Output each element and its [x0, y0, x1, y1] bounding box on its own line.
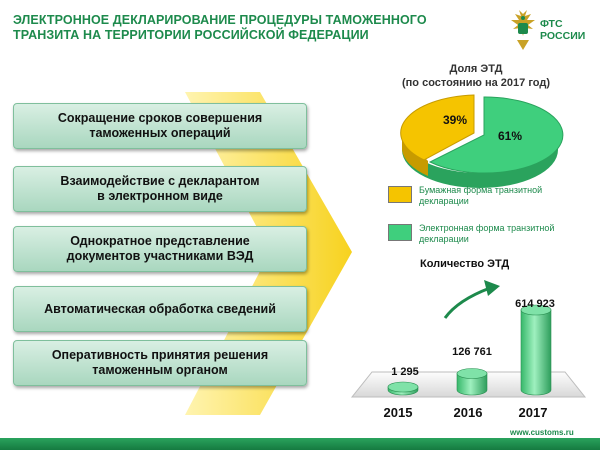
logo-line1: ФТС	[540, 18, 563, 30]
bar-value-2015: 1 295	[391, 366, 419, 378]
bar-value-2016: 126 761	[452, 346, 492, 358]
pie-label-electronic: 61%	[498, 129, 523, 143]
benefit-2-line1: Взаимодействие с декларантом	[60, 174, 260, 188]
year-label-2015: 2015	[383, 405, 413, 420]
year-label-2017: 2017	[518, 405, 548, 420]
benefit-3-line2: документов участниками ВЭД	[66, 249, 254, 263]
benefit-5-line2: таможенным органом	[92, 363, 228, 377]
benefit-1-line1: Сокращение сроков совершения	[57, 111, 263, 125]
growth-arrow-icon	[445, 288, 490, 318]
share-title-line2: (по состоянию на 2017 год)	[402, 77, 550, 89]
benefit-2-line2: в электронном виде	[97, 189, 223, 203]
bar-2015	[388, 382, 418, 395]
bar-2017	[521, 305, 551, 395]
benefit-3-line1: Однократное представление	[70, 234, 250, 248]
slide-title: ЭЛЕКТРОННОЕ ДЕКЛАРИРОВАНИЕ ПРОЦЕДУРЫ ТАМОЖЕННОГО ТРАНЗИТА НА ТЕРРИТОРИИ РОССИЙСКОЙ ФЕДЕРАЦИИ	[13, 13, 427, 42]
legend-electronic-line1: Электронная форма транзитной	[419, 223, 555, 233]
count-chart-title: Количество ЭТД	[420, 258, 510, 270]
pie-label-paper: 39%	[443, 113, 468, 127]
benefit-5-line1: Оперативность принятия решения	[51, 348, 269, 362]
bar-value-2017: 614 923	[515, 298, 555, 310]
footer-bar	[0, 438, 600, 450]
legend-electronic-line2: декларации	[419, 234, 469, 244]
footer-url[interactable]: www.customs.ru	[510, 428, 574, 437]
benefit-4-line1: Автоматическая обработка сведений	[44, 301, 276, 316]
legend-paper-line2: декларации	[419, 196, 469, 206]
benefit-1-line2: таможенных операций	[89, 126, 231, 140]
share-title-line1: Доля ЭТД	[449, 63, 503, 75]
logo-line2: РОССИИ	[540, 30, 586, 42]
year-label-2016: 2016	[453, 405, 483, 420]
bar-2016	[457, 369, 487, 395]
legend-paper-line1: Бумажная форма транзитной	[419, 185, 543, 195]
